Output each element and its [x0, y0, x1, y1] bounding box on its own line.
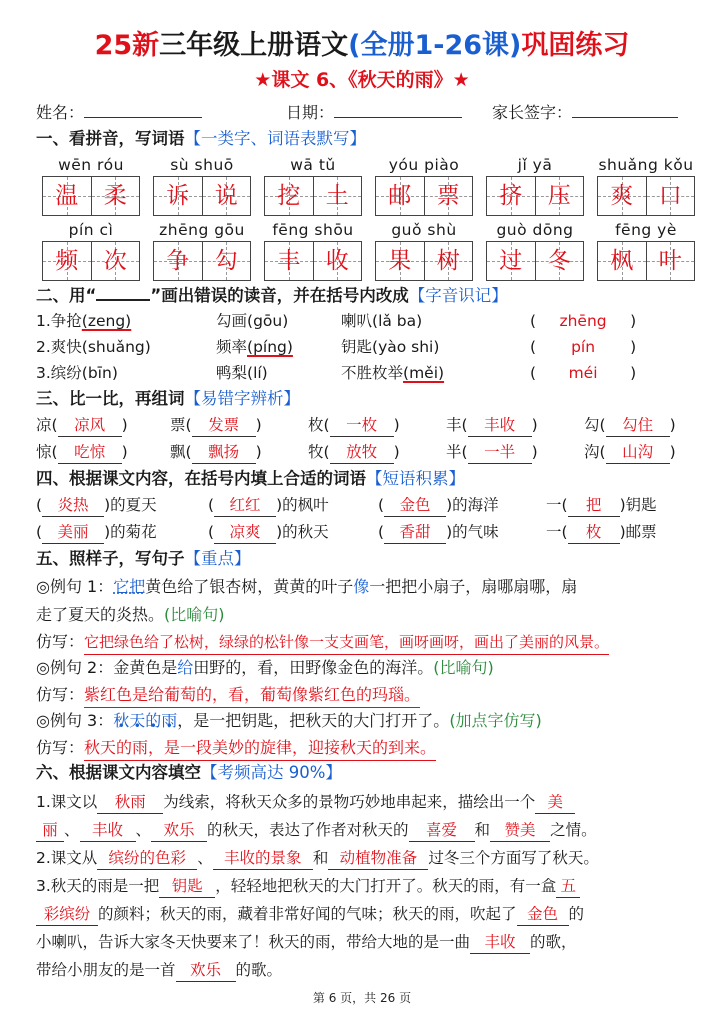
date-field — [286, 98, 462, 126]
answer-char: 树 — [436, 248, 460, 274]
base-char: 勾 — [584, 416, 600, 434]
word-answer[interactable]: 勾住 — [606, 414, 670, 437]
section-3-title: 三、比一比，再组词 — [36, 389, 185, 408]
question-text: 和 — [312, 849, 329, 867]
pinyin-label: guò dōng — [496, 221, 574, 239]
imitation-answer-3 — [36, 733, 700, 763]
section-1-title: 一、看拼音，写词语 — [36, 129, 185, 148]
wrong-reading: (zeng) — [81, 312, 132, 330]
answer-char: 温 — [55, 183, 79, 209]
phrase-text: 的枫叶 — [282, 496, 329, 514]
keyword: 给 — [177, 658, 194, 677]
example-text: 一把把小扇子，扇哪扇哪，扇 — [369, 577, 578, 596]
measure-prefix: 一 — [546, 496, 562, 514]
answer-char: 诉 — [166, 183, 190, 209]
question-text: 带给小朋友的是一首 — [36, 961, 176, 979]
phrase-answer[interactable]: 枚 — [568, 521, 620, 544]
answer-char: 爽 — [610, 183, 634, 209]
phrase-text: 的秋天 — [282, 523, 329, 541]
wrong-reading: (měi) — [403, 364, 445, 382]
fill-blank[interactable]: 秋雨 — [97, 791, 163, 814]
sentence-type-note: (加点字仿写) — [449, 711, 542, 730]
answer-char: 果 — [388, 248, 412, 274]
reading: (lí) — [247, 364, 268, 382]
phrase-answer[interactable]: 美丽 — [42, 521, 104, 544]
reading: (yào shi) — [372, 338, 440, 356]
question-text: 2.课文从 — [36, 849, 98, 867]
answer-char: 频 — [55, 248, 79, 274]
example-sentence-1 — [36, 572, 700, 602]
imitation-label: 仿写： — [36, 685, 85, 704]
corrected-reading: pín — [571, 338, 596, 356]
pinyin-row-2 — [36, 219, 696, 241]
question-text: 的歌。 — [235, 961, 283, 979]
word-box[interactable] — [153, 241, 251, 281]
example-text: 黄色给了银杏树，黄黄的叶子 — [145, 577, 354, 596]
phrase-text: 的菊花 — [110, 523, 157, 541]
answer-char: 过 — [499, 248, 523, 274]
answer-char: 争 — [166, 248, 190, 274]
answer-char: 叶 — [658, 248, 682, 274]
word-box[interactable] — [264, 176, 362, 216]
fill-blank[interactable]: 赞美 — [490, 819, 550, 842]
fill-blank[interactable]: 丰收 — [80, 819, 136, 842]
question-text: 为线索，将秋天众多的景物巧妙地串起来，描绘出一个 — [163, 793, 536, 811]
example-text: 田野的，看，田野像金色的海洋。 — [193, 658, 434, 677]
fill-blank[interactable]: 五 — [556, 875, 580, 898]
fill-blank[interactable]: 欢乐 — [151, 819, 207, 842]
title-range: (全册1-26课) — [348, 30, 522, 61]
char-box-row-1 — [36, 176, 696, 216]
wrong-reading: (píng) — [247, 338, 293, 356]
question-text: 的歌， — [530, 933, 577, 951]
example-text: 走了夏天的炎热。 — [36, 605, 165, 624]
question-text: 3.秋天的雨是一把 — [36, 877, 160, 895]
base-char: 凉 — [36, 416, 52, 434]
phrase-text: 的海洋 — [452, 496, 499, 514]
base-char: 丰 — [446, 416, 462, 434]
pinyin-label: shuǎng kǒu — [598, 156, 694, 174]
correction-bracket[interactable]: ( zhēng ) — [530, 309, 636, 333]
answer-char: 邮 — [388, 183, 412, 209]
reading: (lǎ ba) — [372, 312, 423, 330]
phrase-text: 的夏天 — [110, 496, 157, 514]
question-text: 的 — [568, 905, 585, 923]
parent-sign-label: 家长签字： — [492, 103, 573, 122]
dotted-char: 天 — [129, 711, 146, 730]
base-char: 飘 — [170, 443, 186, 461]
base-char: 惊 — [36, 443, 52, 461]
answer-char: 挤 — [499, 183, 523, 209]
fill-blank[interactable]: 缤纷的色彩 — [97, 847, 197, 870]
fill-question-1-cont — [36, 815, 700, 845]
section-2-heading — [36, 283, 508, 309]
word-box[interactable] — [375, 176, 473, 216]
fill-question-3 — [36, 871, 700, 901]
answer-char: 丰 — [277, 248, 301, 274]
word-box[interactable] — [597, 176, 695, 216]
student-info-row — [36, 98, 696, 124]
keyword: 像 — [353, 577, 370, 596]
imitation-text[interactable]: 秋天的雨，是一段美妙的旋律，迎接秋天的到来。 — [84, 736, 436, 761]
correction-bracket[interactable]: ( méi ) — [530, 361, 636, 385]
dotted-char: 的 — [145, 711, 162, 730]
answer-char: 压 — [547, 183, 571, 209]
question-text: 小喇叭，告诉大家冬天快要来了！秋天的雨，带给大地的是一曲 — [36, 933, 471, 951]
section-5-title: 五、照样子，写句子 — [36, 549, 185, 568]
fill-blank[interactable]: 美 — [535, 791, 575, 814]
answer-char: 勾 — [214, 248, 238, 274]
page-footer: 第 6 页，共 26 页 — [312, 991, 412, 1005]
question-text: 过冬三个方面写了秋天。 — [428, 849, 599, 867]
section-1-tag: 【一类字、词语表默写】 — [184, 129, 366, 148]
page-title — [0, 26, 724, 66]
pinyin-label: guǒ shù — [391, 221, 457, 239]
section-2-title-a: 二、用“ — [36, 286, 97, 305]
word-answer[interactable]: 一半 — [468, 441, 532, 464]
question-text: 1.课文以 — [36, 793, 98, 811]
keyword: 它把 — [113, 577, 146, 596]
phrase-answer[interactable]: 把 — [568, 494, 620, 517]
answer-char: 收 — [325, 248, 349, 274]
section-6-tag: 【考频高达 90%】 — [201, 763, 342, 782]
fill-blank[interactable]: 欢乐 — [176, 959, 236, 982]
base-char: 沟 — [584, 443, 600, 461]
fill-question-3-cont3 — [36, 955, 700, 985]
sentence-type-note: (比喻句) — [164, 605, 225, 624]
title-prefix: 25新 — [94, 30, 160, 61]
dotted-char: 秋 — [113, 711, 130, 730]
question-text: ，轻轻地把秋天的大门打开了。秋天的雨，有一盒 — [215, 877, 557, 895]
char-box-row-2 — [36, 241, 696, 281]
name-label: 姓名： — [36, 103, 85, 122]
question-text: 之情。 — [550, 821, 597, 839]
base-char: 牧 — [308, 443, 324, 461]
example-label: ◎例句 1： — [36, 577, 114, 596]
worksheet-page: 25新三年级上册语文(全册1-26课)巩固练习 ★课文 6、《秋天的雨》★ 姓名： 日期： 家长签字： 一、看拼音，写词语【一类字、词语表默写】 wēn róu sù shuō wā tǔ yóu piào jǐ yā shuǎng kǒu 温 柔 诉 说 挖 土 邮 票 挤 压 爽 口 pín cì zhēng gōu fēng shōu guǒ shù guò dōng fēng yè 频 次 争 勾 丰 收 果 树 过 冬 枫 叶 二、用“ ”画出错误的读音，并在括号内改成【字音识记】 1.争抢(zeng) 勾画(gōu) 喇叭(lǎ ba) ( zhēng ) 2.爽快(shuǎng) 频率(píng) 钥匙(yào shi) ( pín ) 3.缤纷(bīn) 鸭梨(lí) 不胜枚举(měi) ( méi ) 三、比一比，再组词【易错字辨析】 凉( 凉风 ) 票( 发票 ) 枚( 一枚 ) 丰( 丰收 ) 勾( 勾住 ) 惊( 吃惊 ) 飘( 飘扬 ) 牧( 放牧 ) 半( 一半 ) 沟( 山沟 ) 四、根据课文内容，在括号内填上合适的词语【短语积累】 ( 炎热 )的夏天 ( 红红 )的枫叶 ( 金色 )的海洋 一( 把 )钥匙 ( 美丽 )的菊花 ( 凉爽 )的秋天 ( 香甜 )的气味 一( 枚 )邮票 五、照样子，写句子【重点】 ◎例句 1：它把黄色给了银杏树，黄黄的叶子像一把把小扇子，扇哪扇哪，扇 走了夏天的炎热。(比喻句) 仿写：它把绿色给了松树，绿绿的松针像一支支画笔，画呀画呀，画出了美丽的风景。 ◎例句 2：金黄色是给田野的，看，田野像金色的海洋。(比喻句) 仿写：紫红色是给葡萄的，看，葡萄像紫红色的玛瑙。 ◎例句 3：秋天的雨，是一把钥匙，把秋天的大门打开了。(加点字仿写) 仿写：秋天的雨，是一段美妙的旋律，迎接秋天的到来。 六、根据课文内容填空【考频高达 90%】 1.课文以 秋雨 为线索，将秋天众多的景物巧妙地串起来，描绘出一个 美 丽 、 丰收 、 欢乐 的秋天，表达了作者对秋天的 喜爱 和 赞美 之情。 2.课文从 缤纷的色彩 、 丰收的景象 和 动植物准备 过冬三个方面写了秋天。 3.秋天的雨是一把 钥匙 ，轻轻地把秋天的大门打开了。秋天的雨，有一盒 五 彩缤纷 的颜料；秋天的雨，藏着非常好闻的气味；秋天的雨，吹起了 金色 的 小喇叭，告诉大家冬天快要来了！秋天的雨，带给大地的是一曲 丰收 的歌， 带给小朋友的是一首 欢乐 的歌。 第 6 页，共 26 页 — [0, 0, 724, 1024]
example-text: ◎例句 2：金黄色是 — [36, 658, 178, 677]
base-char: 票 — [170, 416, 186, 434]
fill-question-1 — [36, 787, 700, 817]
pinyin-label: yóu piào — [388, 156, 460, 174]
title-grade: 三年级上册语文 — [159, 30, 349, 61]
answer-char: 说 — [214, 183, 238, 209]
section-6-title: 六、根据课文内容填空 — [36, 763, 201, 782]
word-box[interactable] — [375, 241, 473, 281]
question-text: 的秋天，表达了作者对秋天的 — [207, 821, 409, 839]
phrase-answer[interactable]: 炎热 — [42, 494, 104, 517]
answer-char: 枫 — [610, 248, 634, 274]
question-text: 、 — [197, 849, 213, 867]
measure-prefix: 一 — [546, 523, 562, 541]
word-text: 喇叭 — [341, 312, 373, 330]
correction-bracket[interactable]: ( pín ) — [530, 335, 636, 359]
parent-sign-blank[interactable] — [572, 98, 678, 118]
example-sentence-3 — [36, 706, 700, 736]
fill-blank[interactable]: 金色 — [517, 903, 569, 926]
fill-blank[interactable]: 动植物准备 — [328, 847, 428, 870]
imitation-text[interactable]: 它把绿色给了松树，绿绿的松针像一支支画笔，画呀画呀，画出了美丽的风景。 — [84, 630, 609, 655]
underline-sample — [96, 284, 150, 301]
fill-blank[interactable]: 丰收 — [470, 931, 530, 954]
parent-sign-field — [492, 98, 678, 126]
section-4-title: 四、根据课文内容，在括号内填上合适的词语 — [36, 469, 366, 488]
word-text: 3.缤纷 — [36, 364, 82, 382]
section-1-heading — [36, 126, 366, 152]
corrected-reading: méi — [568, 364, 598, 382]
phrase-answer[interactable]: 金色 — [384, 494, 446, 517]
imitation-label: 仿写： — [36, 738, 85, 757]
answer-char: 冬 — [547, 248, 571, 274]
section-3-heading — [36, 386, 300, 412]
pinyin-label: zhēng gōu — [159, 221, 245, 239]
word-answer[interactable]: 丰收 — [468, 414, 532, 437]
word-box[interactable] — [597, 241, 695, 281]
section-2-tag: 【字音识记】 — [408, 286, 508, 305]
pinyin-label: fēng yè — [615, 221, 677, 239]
phrase-answer[interactable]: 香甜 — [384, 521, 446, 544]
word-box[interactable] — [264, 241, 362, 281]
section-3-tag: 【易错字辨析】 — [184, 389, 300, 408]
reading: (gōu) — [247, 312, 289, 330]
word-text: 1.争抢 — [36, 312, 82, 330]
word-box[interactable] — [486, 176, 584, 216]
section-6-heading — [36, 760, 342, 786]
pinyin-label: wā tǔ — [290, 156, 336, 174]
answer-char: 口 — [658, 183, 682, 209]
answer-char: 票 — [436, 183, 460, 209]
lesson-subtitle: ★课文 6、《秋天的雨》★ — [254, 69, 470, 91]
sentence-type-note: (比喻句) — [433, 658, 494, 677]
question-text: 和 — [474, 821, 491, 839]
answer-char: 挖 — [277, 183, 301, 209]
word-box[interactable] — [42, 241, 140, 281]
example-label: ◎例句 3： — [36, 711, 114, 730]
example-sentence-1-cont — [36, 600, 700, 630]
answer-char: 柔 — [103, 183, 127, 209]
section-5-heading — [36, 546, 251, 572]
example-sentence-2 — [36, 653, 700, 683]
phrase-text: 的气味 — [452, 523, 499, 541]
section-2-title-b: ”画出错误的读音，并在括号内改成 — [150, 286, 409, 305]
imitation-label: 仿写： — [36, 632, 85, 651]
date-blank[interactable] — [334, 98, 462, 118]
fill-blank[interactable]: 丰收的景象 — [213, 847, 313, 870]
word-text: 2.爽快 — [36, 338, 82, 356]
date-label: 日期： — [286, 103, 335, 122]
pinyin-label: wēn róu — [58, 156, 124, 174]
word-box[interactable] — [42, 176, 140, 216]
phrase-text: 钥匙 — [625, 496, 657, 514]
fill-blank[interactable]: 彩缤纷 — [36, 903, 98, 926]
corrected-reading: zhēng — [559, 312, 607, 330]
word-answer[interactable]: 凉风 — [58, 414, 122, 437]
fill-question-2 — [36, 843, 700, 873]
pinyin-row-1 — [36, 154, 696, 176]
fill-blank[interactable]: 钥匙 — [159, 875, 215, 898]
word-answer[interactable]: 飘扬 — [192, 441, 256, 464]
question-text: 的颜料；秋天的雨，藏着非常好闻的气味；秋天的雨，吹起了 — [98, 905, 517, 923]
word-box[interactable] — [153, 176, 251, 216]
word-answer[interactable]: 一枚 — [330, 414, 394, 437]
name-blank[interactable] — [84, 98, 202, 118]
word-text: 勾画 — [216, 312, 248, 330]
word-text: 鸭梨 — [216, 364, 248, 382]
phrase-text: 邮票 — [625, 523, 657, 541]
fill-blank[interactable]: 丽 — [36, 819, 64, 842]
section-4-heading — [36, 466, 465, 492]
pinyin-label: jǐ yā — [517, 156, 553, 174]
reading: (shuǎng) — [81, 338, 151, 356]
word-answer[interactable]: 放牧 — [330, 441, 394, 464]
pinyin-label: fēng shōu — [272, 221, 354, 239]
phrase-answer[interactable]: 红红 — [214, 494, 276, 517]
section-4-tag: 【短语积累】 — [366, 469, 465, 488]
answer-char: 次 — [103, 248, 127, 274]
pinyin-label: sù shuō — [170, 156, 234, 174]
reading: (bīn) — [81, 364, 118, 382]
fill-question-3-cont — [36, 899, 700, 929]
pinyin-label: pín cì — [68, 221, 114, 239]
question-text: 、 — [135, 821, 152, 839]
word-text: 不胜枚举 — [341, 364, 404, 382]
word-answer[interactable]: 发票 — [192, 414, 256, 437]
name-field — [36, 98, 202, 126]
word-text: 频率 — [216, 338, 248, 356]
section-5-tag: 【重点】 — [184, 549, 251, 568]
base-char: 枚 — [308, 416, 324, 434]
dotted-char: 雨 — [161, 711, 178, 730]
word-answer[interactable]: 吃惊 — [58, 441, 122, 464]
fill-blank[interactable]: 喜爱 — [409, 819, 475, 842]
word-text: 钥匙 — [341, 338, 373, 356]
fill-question-3-cont2 — [36, 927, 700, 957]
question-text: 、 — [64, 821, 80, 839]
example-text: ，是一把钥匙，把秋天的大门打开了。 — [177, 711, 450, 730]
word-box[interactable] — [486, 241, 584, 281]
phrase-answer[interactable]: 凉爽 — [214, 521, 276, 544]
imitation-text[interactable]: 紫红色是给葡萄的，看，葡萄像紫红色的玛瑙。 — [84, 683, 420, 708]
word-answer[interactable]: 山沟 — [606, 441, 670, 464]
answer-char: 土 — [325, 183, 349, 209]
title-suffix: 巩固练习 — [521, 30, 630, 61]
base-char: 半 — [446, 443, 462, 461]
